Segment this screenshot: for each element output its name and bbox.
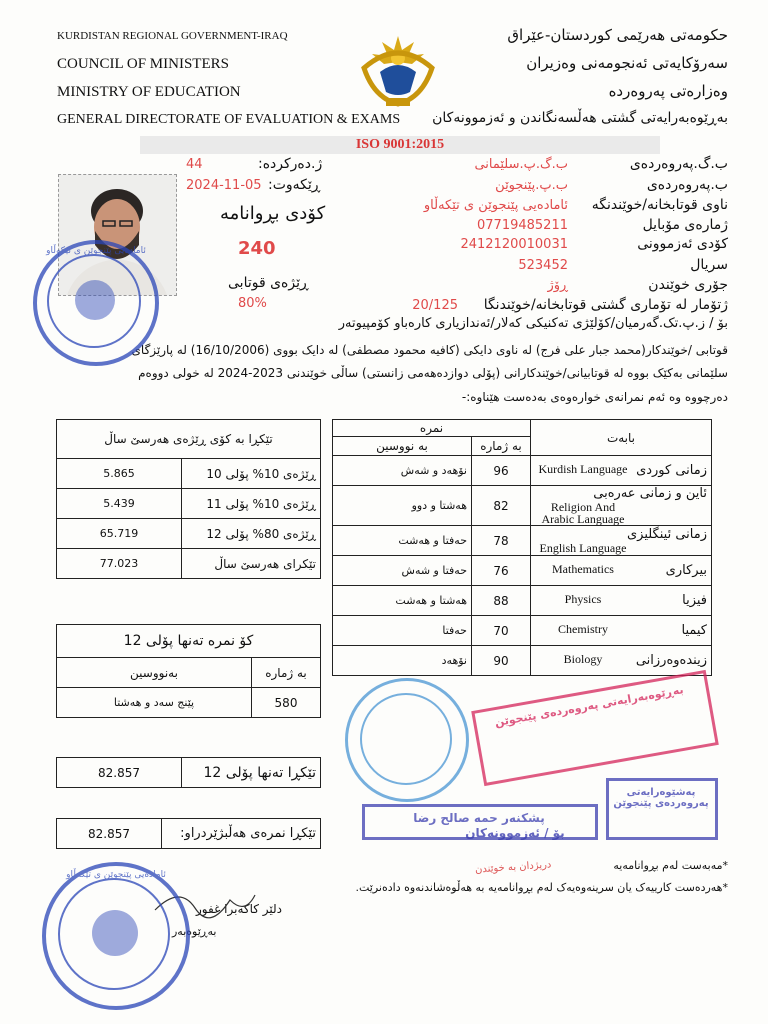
- school-stamp-top-text: ئامادەیی پێنجوێن ی تێکەڵاو: [46, 246, 146, 256]
- info-label: ژتۆمار لە تۆماری گشتی قوتابخانە/خوێندنگا: [483, 297, 728, 313]
- info-label: ب.پەروەردەی: [646, 177, 728, 193]
- grade-number-cell: 96: [472, 456, 531, 486]
- red-stamp-text: بەڕێوەبەرایەتی پەروەردەی پێنجوێن: [493, 683, 685, 730]
- subject-row: [333, 646, 712, 676]
- averages-header: تێکڕا بە کۆی ڕێژەی هەرسێ ساڵ: [57, 420, 321, 459]
- grade-words-cell: نۆهەد: [333, 646, 472, 676]
- average-row: [57, 489, 321, 519]
- subject-name-cell: [531, 526, 712, 556]
- student-line: قوتابی /خوێندکار(محمد جبار علی فرج) لە ناوی دایکی (کافیه محمود مصطفی) لە دایک بووی (16/10/2006) لە پارێزگای: [131, 343, 728, 357]
- info-label: جۆری خوێندن: [648, 277, 728, 293]
- average-row: [57, 459, 321, 489]
- subject-row: [333, 556, 712, 586]
- grade-words-cell: حەفتا: [333, 616, 472, 646]
- header-left-line1: KURDISTAN REGIONAL GOVERNMENT-IRAQ: [57, 30, 288, 42]
- grade-words-cell: حەفتا و هەشت: [333, 526, 472, 556]
- subject-name-cell: [531, 456, 712, 486]
- subject-row: [333, 526, 712, 556]
- subject-name-cell: [531, 646, 712, 676]
- grade-number-header: بە ژمارە: [472, 437, 531, 456]
- subject-en: Chemistry: [558, 622, 608, 636]
- info-value: ب.گ.پ.سلێمانی: [474, 157, 568, 172]
- info-label: ژمارەی مۆبایل: [642, 217, 728, 233]
- average-value-cell: 77.023: [57, 549, 182, 579]
- subject-row: [333, 486, 712, 526]
- total-grade-table: [56, 624, 321, 718]
- total-words-header: بەنووسین: [57, 658, 252, 688]
- average-value-cell: 5.439: [57, 489, 182, 519]
- date-value: 2024-11-05: [186, 178, 262, 193]
- header-left-line2: COUNCIL OF MINISTERS: [57, 56, 229, 72]
- grade-header: نمرە: [333, 420, 531, 437]
- subject-row: [333, 616, 712, 646]
- info-label: ناوی قوتابخانە/خوێندنگە: [591, 197, 728, 213]
- issue-number-label: ژ.دەرکردە:: [258, 156, 323, 172]
- average-12-value: 82.857: [57, 758, 182, 788]
- info-value: 20/125: [412, 298, 458, 313]
- average-value-cell: 65.719: [57, 519, 182, 549]
- subject-ku: زمانی ئینگلیزی: [626, 527, 707, 542]
- grade-words-cell: نۆهەد و شەش: [333, 456, 472, 486]
- grade-number-cell: 90: [472, 646, 531, 676]
- header-right-line1: حکومەتی هەرێمی کوردستان-عێراق: [507, 26, 728, 44]
- grade-words-header: بە نووسین: [333, 437, 472, 456]
- grade-words-cell: هەشتا و دوو: [333, 486, 472, 526]
- subject-ku: کیمیا: [681, 623, 707, 638]
- footnote-tamper: *هەردەست کارییەک یان سرینەوەیەک لەم بڕوانامەیە بە هەڵوەشاندنەوە دادەنرێت.: [355, 881, 728, 894]
- average-label-cell: ڕێژەی 10% پۆلی 11: [182, 489, 321, 519]
- selected-average-value: 82.857: [57, 819, 162, 849]
- info-value: ب.پ.پێنجوێن: [495, 178, 568, 193]
- subject-en: English Language: [539, 541, 627, 555]
- header-right-line2: سەرۆکایەتی ئەنجومەنی وەزیران: [526, 54, 728, 72]
- info-value: 2412120010031: [460, 237, 568, 252]
- student-percent-label: ڕێژەی قوتابی: [228, 275, 309, 291]
- subject-name-cell: [531, 616, 712, 646]
- info-label: سریال: [690, 257, 728, 273]
- total-words-value: پێنج سەد و هەشتا: [57, 688, 252, 718]
- kurdistan-emblem-icon: [352, 28, 444, 112]
- date-label: ڕێکەوت:: [268, 177, 321, 193]
- average-row: [57, 549, 321, 579]
- info-value: 07719485211: [477, 218, 568, 233]
- subject-name-cell: [531, 556, 712, 586]
- header-right-line3: وەزارەتی پەروەردە: [608, 82, 728, 100]
- info-value: 523452: [518, 258, 568, 273]
- subject-en: Kurdish Language: [538, 462, 628, 476]
- subject-name-cell: [531, 586, 712, 616]
- subject-en: Mathematics: [552, 562, 614, 576]
- subject-ku: زمانی کوردی: [636, 463, 707, 478]
- subject-name-cell: [531, 486, 712, 526]
- info-label: ب.گ.پەروەردەی: [629, 156, 728, 172]
- signatory-name: دلێر کاکەبرا غفور: [196, 902, 283, 916]
- total-header: کۆ نمرە تەنها پۆلی 12: [57, 625, 321, 658]
- subject-ku: زیندەوەرزانی: [635, 653, 707, 668]
- iso-banner: ISO 9001:2015: [140, 136, 660, 154]
- directorate-round-stamp: [345, 678, 469, 802]
- blue-stamp-exams-text: بۆ / ئەزموونەکان: [465, 826, 565, 840]
- subject-header: بابەت: [531, 420, 712, 456]
- addressee-line: بۆ / ز.پ.تک.گەرمیان/کۆلێژی تەکنیکی کەلار/ئەندازیاری کارەباو کۆمپیوتەر: [338, 316, 728, 331]
- average-value-cell: 5.865: [57, 459, 182, 489]
- school-stamp-bottom-text: ئامادەیی پێنجوێن ی تێکەڵاو: [66, 870, 166, 880]
- selected-average-table: [56, 818, 321, 849]
- selected-average-label: تێکڕا نمرەی هەڵبژێردراو:: [162, 819, 321, 849]
- school-stamp-top: [33, 240, 159, 366]
- average-12-label: تێکڕا تەنها پۆلی 12: [182, 758, 321, 788]
- school-stamp-bottom: [42, 862, 190, 1010]
- average-label-cell: ڕێژەی 80% پۆلی 12: [182, 519, 321, 549]
- average-label-cell: ڕێژەی 10% پۆلی 10: [182, 459, 321, 489]
- subject-row: [333, 586, 712, 616]
- year-line: سلێمانی بەکێک بووە لە قوتابیانی/خوێندکارانی (پۆلی دوازدەهەمی زانستی) ساڵی خوێندنی 2023-2024 لە خولی دووەم: [138, 366, 728, 380]
- signatory-title: بەڕێوەبەر: [172, 925, 217, 938]
- info-value: ئامادەیی پێنجوێن ی تێکەڵاو: [423, 198, 568, 213]
- subject-en: Religion And Arabic Language: [541, 500, 625, 526]
- subject-ku: فیزیا: [682, 593, 707, 608]
- blue-stamp-exams: [440, 826, 590, 850]
- average-12-table: [56, 757, 321, 788]
- student-percent-value: 80%: [238, 296, 267, 311]
- averages-table: [56, 419, 321, 579]
- header-left-line4: GENERAL DIRECTORATE OF EVALUATION & EXAMS: [57, 112, 401, 127]
- info-label: کۆدی ئەزموونی: [637, 236, 728, 252]
- header-right-line4: بەڕێوەبەرایەتی گشتی هەڵسەنگاندن و ئەزموونەکان: [432, 110, 728, 126]
- footnote-purpose: *مەبەست لەم بڕوانامەیە: [613, 859, 728, 872]
- blue-stamp-right-text: پەشێوەرایەتی پەروەردەی پێنجوێن: [613, 787, 709, 809]
- grade-number-cell: 78: [472, 526, 531, 556]
- intro-line: دەرچووە وە ئەم نمرانەی خوارەوەی بەدەست هێناوە:-: [461, 390, 728, 404]
- total-number-header: بە ژمارە: [252, 658, 321, 688]
- handwritten-note: دریژدان بە خوێندن: [474, 859, 552, 876]
- subject-en: Biology: [563, 652, 603, 666]
- blue-rect-stamp-right: [606, 778, 718, 840]
- subject-ku: بیرکاری: [665, 563, 707, 578]
- grade-number-cell: 70: [472, 616, 531, 646]
- issue-number-value: 44: [186, 157, 203, 172]
- red-rect-stamp: [471, 670, 719, 786]
- average-row: [57, 519, 321, 549]
- total-number-value: 580: [252, 688, 321, 718]
- certificate-code-value: 240: [238, 238, 276, 259]
- header-left-line3: MINISTRY OF EDUCATION: [57, 84, 241, 100]
- grade-number-cell: 88: [472, 586, 531, 616]
- grade-number-cell: 76: [472, 556, 531, 586]
- subject-ku: ئاین و زمانی عەرەبی: [593, 486, 707, 501]
- subject-en: Physics: [564, 592, 602, 606]
- info-value: ڕۆژ: [547, 278, 568, 293]
- subjects-table: [332, 419, 712, 676]
- grade-words-cell: هەشتا و هەشت: [333, 586, 472, 616]
- grade-number-cell: 82: [472, 486, 531, 526]
- average-label-cell: تێکرای هەرسێ ساڵ: [182, 549, 321, 579]
- blue-stamp-inspector-text: پشکنەر حمە صالح رضا: [413, 811, 545, 825]
- certificate-code-label: کۆدی بڕوانامە: [220, 203, 326, 224]
- grade-words-cell: حەفتا و شەش: [333, 556, 472, 586]
- subject-row: [333, 456, 712, 486]
